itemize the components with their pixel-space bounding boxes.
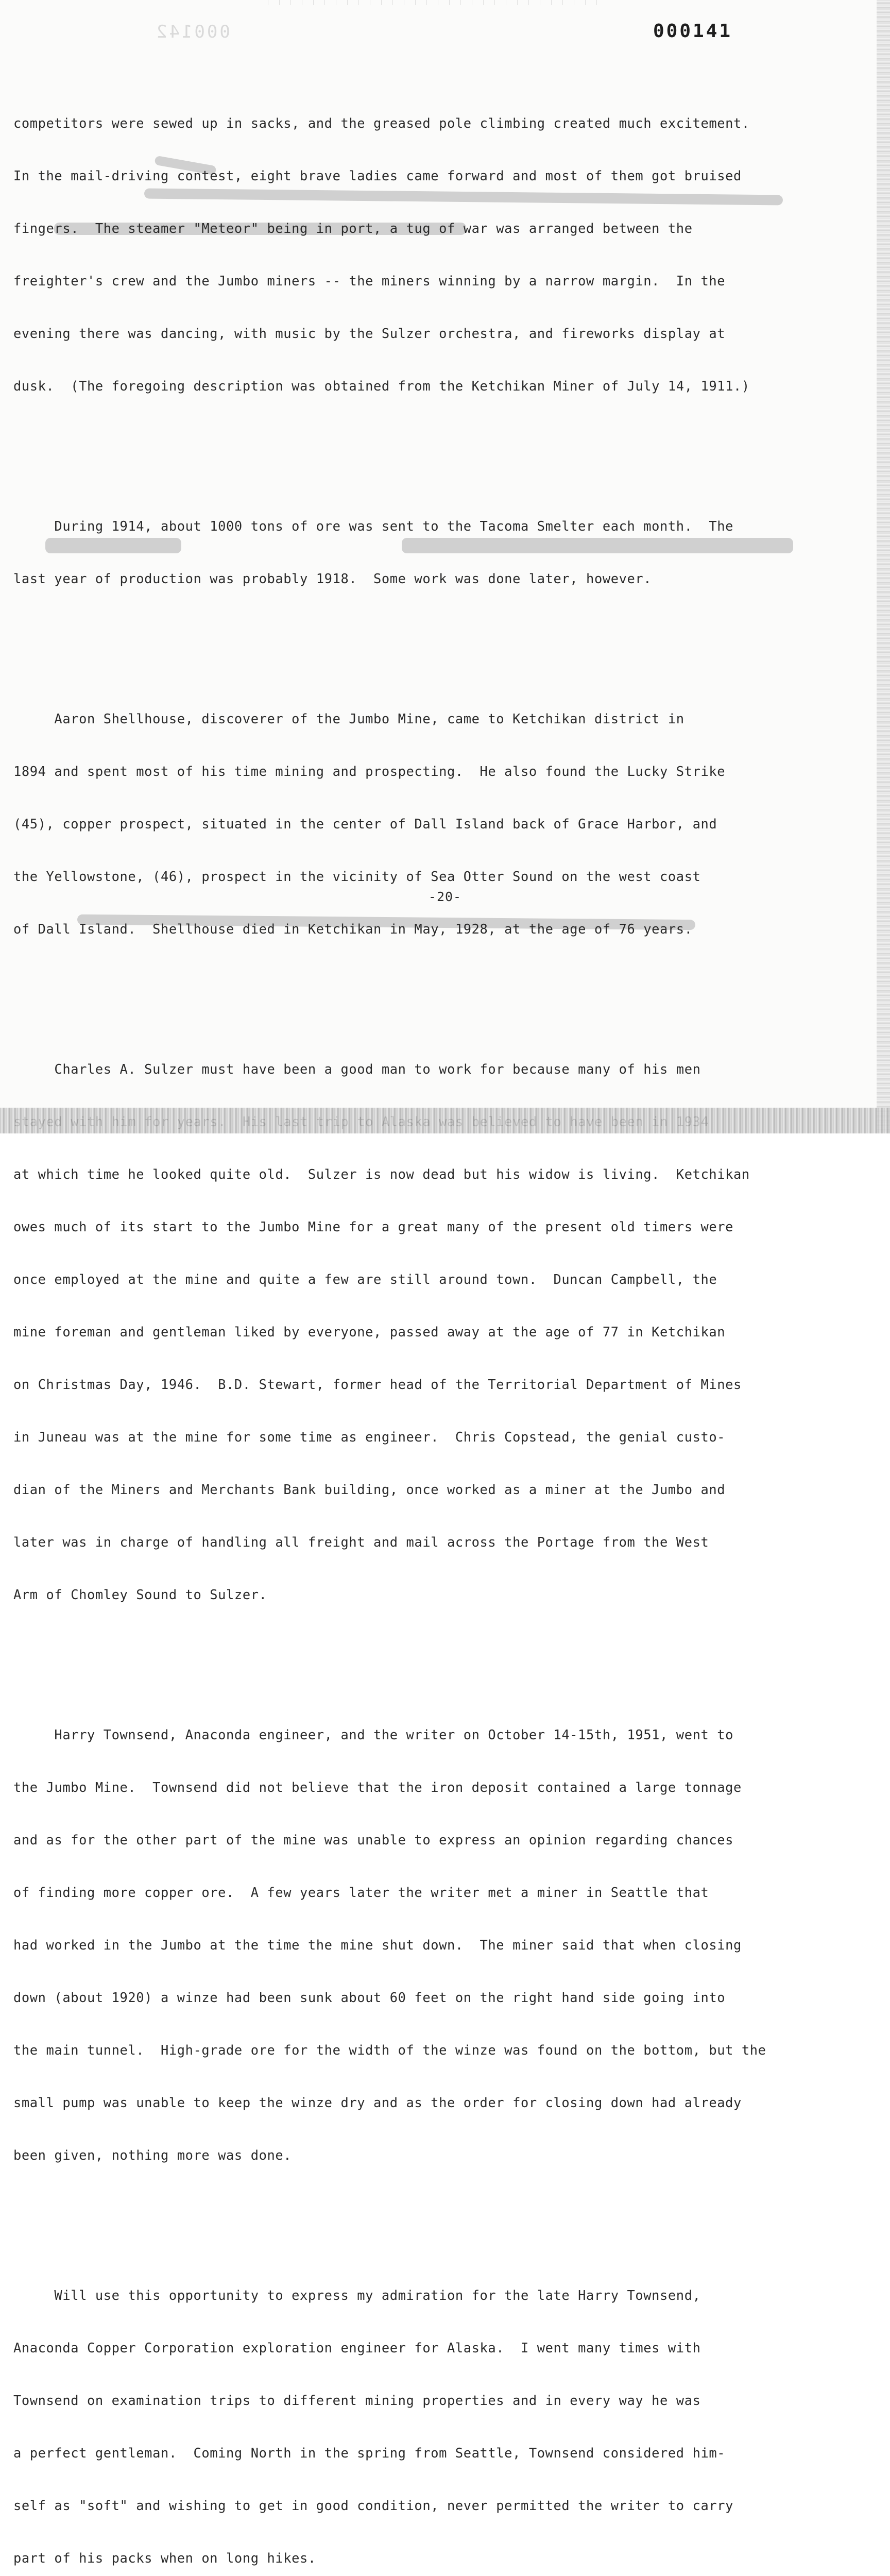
text-line: self as "soft" and wishing to get in good condition, never permitted the writer to carry <box>13 2498 734 2513</box>
text-line: fingers. The steamer "Meteor" being in port, a tug of war was arranged between the <box>13 221 693 236</box>
paragraph <box>13 675 837 973</box>
text-line: in Juneau was at the mine for some time as engineer. Chris Copstead, the genial custo- <box>13 1429 726 1445</box>
text-line: once employed at the mine and quite a few are still around town. Duncan Campbell, the <box>13 1272 717 1287</box>
text-line: the Yellowstone, (46), prospect in the vicinity of Sea Otter Sound on the west coast <box>13 869 701 884</box>
text-line: small pump was unable to keep the winze dry and as the order for closing down had already <box>13 2095 742 2110</box>
bleed-through-stamp: 000142 <box>155 22 230 42</box>
text-line: In the mail-driving contest, eight brave ladies came forward and most of them got bruised <box>13 168 742 183</box>
paragraph <box>13 79 837 430</box>
text-line: part of his packs when on long hikes. <box>13 2550 316 2566</box>
text-line: 1894 and spent most of his time mining and prospecting. He also found the Lucky Strike <box>13 764 726 779</box>
paragraph <box>13 1691 837 2199</box>
text-line: (45), copper prospect, situated in the center of Dall Island back of Grace Harbor, and <box>13 816 717 832</box>
scan-right-edge <box>877 0 890 1133</box>
scan-bottom-edge <box>0 1108 890 1133</box>
text-line: at which time he looked quite old. Sulzer is now dead but his widow is living. Ketchikan <box>13 1166 750 1182</box>
text-line: been given, nothing more was done. <box>13 2147 292 2163</box>
text-line: of finding more copper ore. A few years later the writer met a miner in Seattle that <box>13 1885 709 1900</box>
bates-stamp: 000141 <box>653 21 733 42</box>
text-line: the Jumbo Mine. Townsend did not believe that the iron deposit contained a large tonnage <box>13 1780 742 1795</box>
scan-top-marks <box>268 0 597 5</box>
document-body <box>13 44 837 2576</box>
text-line: freighter's crew and the Jumbo miners -- the miners winning by a narrow margin. In the <box>13 273 726 289</box>
text-line: dusk. (The foregoing description was obtained from the Ketchikan Miner of July 14, 1911.) <box>13 378 750 394</box>
text-line: Arm of Chomley Sound to Sulzer. <box>13 1587 267 1602</box>
text-line: and as for the other part of the mine was unable to express an opinion regarding chances <box>13 1832 734 1848</box>
text-line: a perfect gentleman. Coming North in the spring from Seattle, Townsend considered him- <box>13 2445 726 2461</box>
text-line: Townsend on examination trips to different mining properties and in every way he was <box>13 2393 701 2408</box>
text-line: on Christmas Day, 1946. B.D. Stewart, former head of the Territorial Department of Mines <box>13 1377 742 1392</box>
text-line: had worked in the Jumbo at the time the mine shut down. The miner said that when closing <box>13 1937 742 1953</box>
text-line: later was in charge of handling all freight and mail across the Portage from the West <box>13 1534 709 1550</box>
text-line: owes much of its start to the Jumbo Mine for a great many of the present old timers were <box>13 1219 734 1234</box>
text-line: Harry Townsend, Anaconda engineer, and the writer on October 14-15th, 1951, went to <box>13 1727 734 1742</box>
paragraph <box>13 2251 837 2576</box>
text-line: Anaconda Copper Corporation exploration engineer for Alaska. I went many times with <box>13 2340 701 2355</box>
text-line: mine foreman and gentleman liked by everyone, passed away at the age of 77 in Ketchikan <box>13 1324 726 1340</box>
text-line: down (about 1920) a winze had been sunk about 60 feet on the right hand side going into <box>13 1990 726 2005</box>
text-line: of Dall Island. Shellhouse died in Ketchikan in May, 1928, at the age of 76 years. <box>13 921 693 937</box>
text-line: competitors were sewed up in sacks, and the greased pole climbing created much excitement. <box>13 115 750 131</box>
text-line: evening there was dancing, with music by the Sulzer orchestra, and fireworks display at <box>13 326 726 341</box>
text-line: Aaron Shellhouse, discoverer of the Jumbo Mine, came to Ketchikan district in <box>13 711 684 726</box>
text-line: During 1914, about 1000 tons of ore was sent to the Tacoma Smelter each month. The <box>13 518 734 534</box>
text-line: the main tunnel. High-grade ore for the width of the winze was found on the bottom, but the <box>13 2042 766 2058</box>
text-line: Charles A. Sulzer must have been a good man to work for because many of his men <box>13 1061 701 1077</box>
page-number: -20- <box>428 889 462 904</box>
text-line: Will use this opportunity to express my admiration for the late Harry Townsend, <box>13 2287 701 2303</box>
text-line: dian of the Miners and Merchants Bank building, once worked as a miner at the Jumbo and <box>13 1482 726 1497</box>
text-line: last year of production was probably 1918. Some work was done later, however. <box>13 571 652 586</box>
paragraph <box>13 482 837 622</box>
